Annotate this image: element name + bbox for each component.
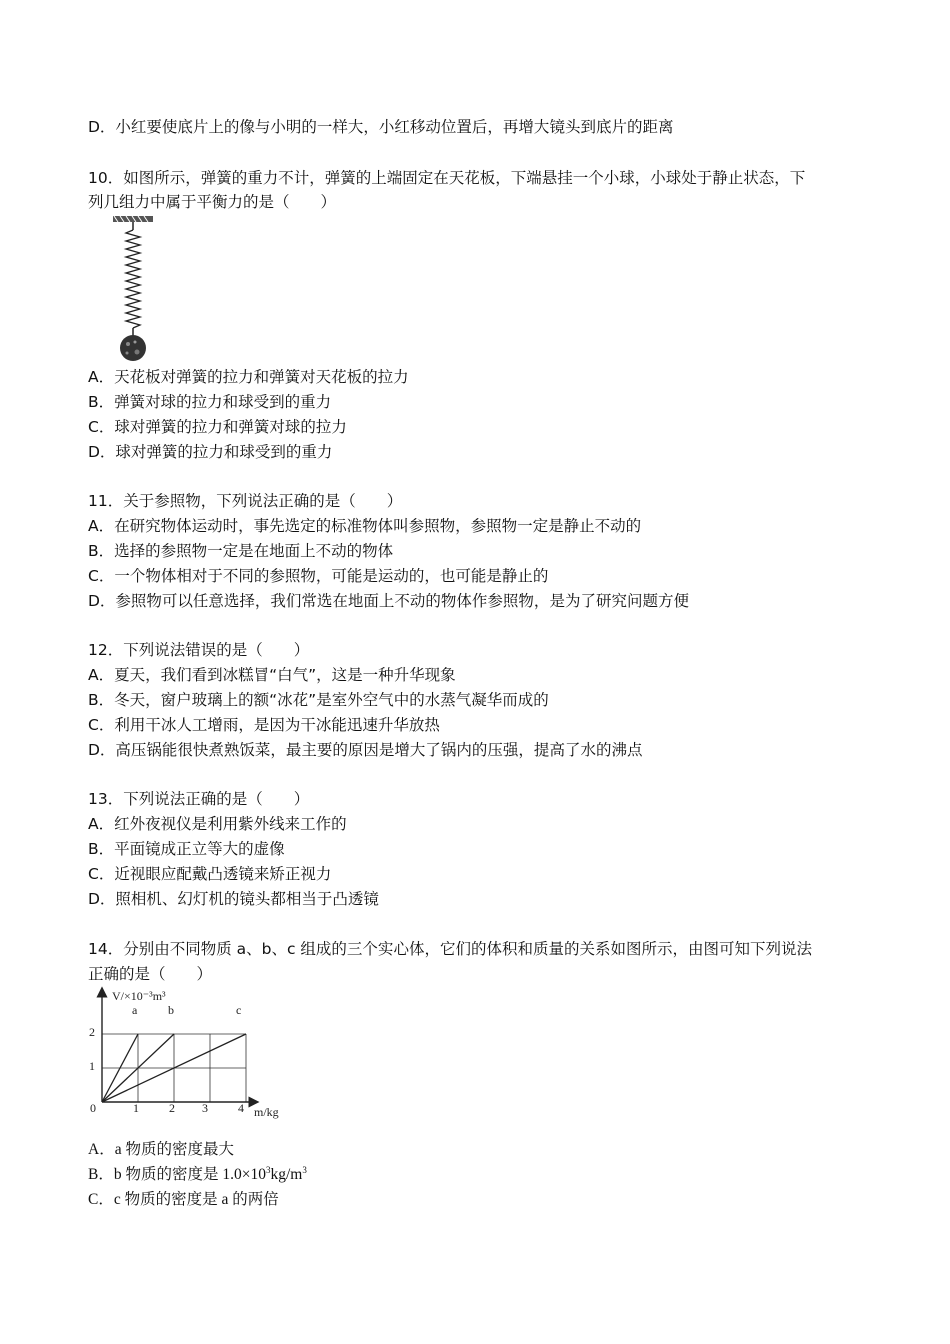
x-tick-3: 3 [202, 1101, 208, 1115]
origin-label: 0 [90, 1101, 96, 1115]
x-axis-label: m/kg [254, 1105, 279, 1119]
q14-option-b-text: B．b 物质的密度是 1.0×10 [88, 1166, 266, 1183]
q14-option-a: A．a 物质的密度最大 [88, 1141, 234, 1158]
q10-option-c: C．球对弹簧的拉力和弹簧对球的拉力 [88, 418, 347, 436]
q11-option-b: B．选择的参照物一定是在地面上不动的物体 [88, 542, 394, 560]
ball-icon [120, 335, 146, 361]
q14-option-b-unit: kg/m [270, 1166, 303, 1183]
q13-option-a: A．红外夜视仪是利用紫外线来工作的 [88, 815, 347, 833]
q14-stem-line2: 正确的是（ ） [88, 965, 213, 983]
y-tick-1: 1 [89, 1059, 95, 1073]
x-tick-1: 1 [133, 1101, 139, 1115]
series-label-b: b [168, 1003, 174, 1017]
q13-stem: 13．下列说法正确的是（ ） [88, 790, 310, 808]
x-tick-2: 2 [169, 1101, 175, 1115]
q11-option-a: A．在研究物体运动时，事先选定的标准物体叫参照物，参照物一定是静止不动的 [88, 517, 642, 535]
q12-option-d: D．高压锅能很快煮熟饭菜，最主要的原因是增大了锅内的压强，提高了水的沸点 [88, 741, 643, 759]
q10-option-d: D．球对弹簧的拉力和球受到的重力 [88, 443, 333, 461]
q10-option-b: B．弹簧对球的拉力和球受到的重力 [88, 393, 332, 411]
spring-ball-figure [112, 214, 154, 364]
q13-option-d: D．照相机、幻灯机的镜头都相当于凸透镜 [88, 890, 379, 908]
q12-stem: 12．下列说法错误的是（ ） [88, 641, 310, 659]
q11-stem: 11．关于参照物，下列说法正确的是（ ） [88, 492, 403, 510]
series-label-c: c [236, 1003, 242, 1017]
y-tick-2: 2 [89, 1025, 95, 1039]
q13-option-b: B．平面镜成正立等大的虚像 [88, 840, 285, 858]
q12-option-a: A．夏天，我们看到冰糕冒“白气”，这是一种升华现象 [88, 666, 456, 684]
q14-option-b [88, 1165, 307, 1185]
q14-option-c: C．c 物质的密度是 a 的两倍 [88, 1191, 279, 1208]
q14-stem-line1: 14．分别由不同物质 a、b、c 组成的三个实心体，它们的体积和质量的关系如图所示，由图可知下列说法 [88, 940, 812, 958]
q11-option-c: C．一个物体相对于不同的参照物，可能是运动的，也可能是静止的 [88, 567, 549, 585]
q14-option-b-unit-exponent: 3 [302, 1165, 307, 1175]
y-axis-label: V/×10⁻³m³ [112, 989, 166, 1003]
q10-option-a: A．天花板对弹簧的拉力和弹簧对天花板的拉力 [88, 368, 409, 386]
volume-mass-graph [84, 984, 294, 1124]
q11-option-d: D．参照物可以任意选择，我们常选在地面上不动的物体作参照物，是为了研究问题方便 [88, 592, 689, 610]
q10-stem-line1: 10．如图所示，弹簧的重力不计，弹簧的上端固定在天花板，下端悬挂一个小球，小球处于静止状态，下 [88, 169, 806, 187]
ceiling-icon [113, 216, 153, 222]
q12-option-b: B．冬天，窗户玻璃上的额“冰花”是室外空气中的水蒸气凝华而成的 [88, 691, 549, 709]
x-tick-4: 4 [238, 1101, 244, 1115]
spring-icon [126, 230, 140, 328]
q12-option-c: C．利用干冰人工增雨，是因为干冰能迅速升华放热 [88, 716, 440, 734]
q14-option-b-exponent: 3 [265, 1165, 271, 1175]
q9-option-d: D．小红要使底片上的像与小明的一样大，小红移动位置后，再增大镜头到底片的距离 [88, 118, 674, 136]
series-label-a: a [132, 1003, 138, 1017]
q10-stem-line2: 列几组力中属于平衡力的是（ ） [88, 193, 337, 211]
q13-option-c: C．近视眼应配戴凸透镜来矫正视力 [88, 865, 332, 883]
